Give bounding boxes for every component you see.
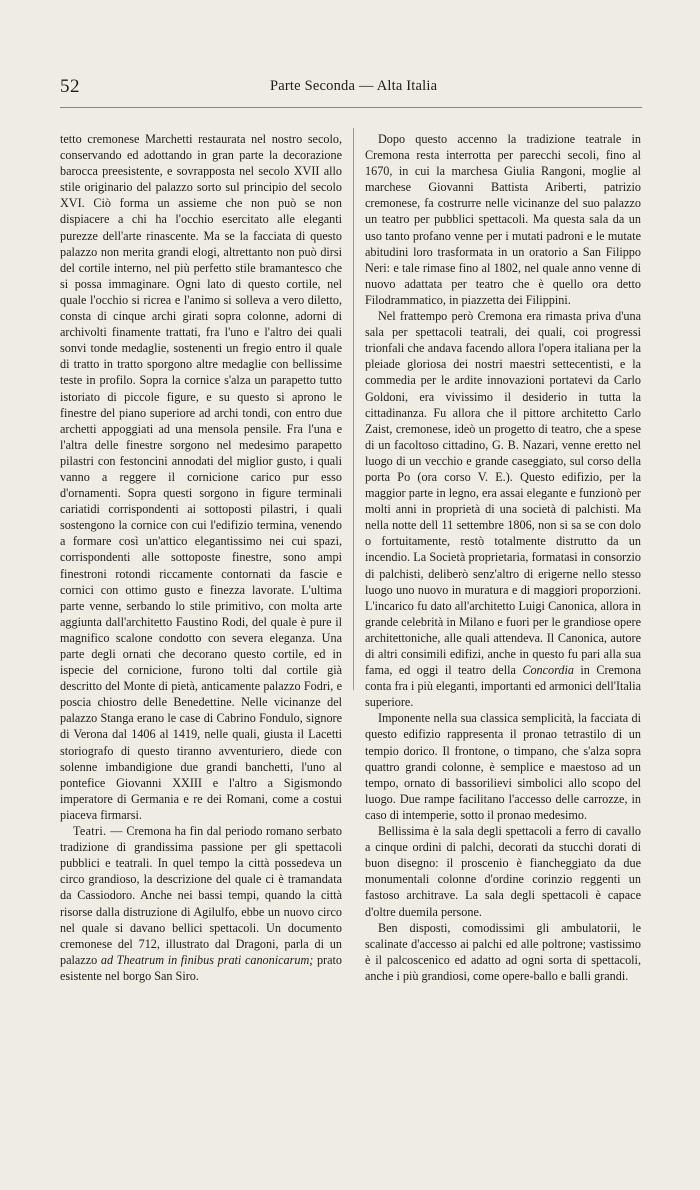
right-paragraph-2-a: Nel frattempo però Cremona era rimasta priva d'una sala per spettacoli teatrali, dei quali, coi progressi trionfali che andava facendo allora l'opera italiana per la pleiade gloriosa dei nostri maestri settecentisti, e la commedia per le ardite innovazioni portatevi da Carlo Goldoni, era vivissimo il desiderio in tutta la cittadinanza. Fu allora che il pittore architetto Carlo Zaist, cremonese, ideò un progetto di teatro, che a spese di un facoltoso cittadino, G. B. Nazari, venne eretto nel luogo di un vecchio e grande caseggiato, sul corso della porta Po (ora corso V. E.). Questo edifizio, per la maggior parte in legno, era assai elegante e funzionò per molti anni in proprietà di una società di palchisti. Ma nella notte dell 11 settembre 1806, non si sa se con dolo o fortuitamente, restò totalmente distrutto da un incendio. La Società proprietaria, formatasi in consorzio di palchisti, deliberò senz'altro di erigerne nello stesso luogo uno nuovo in muratura e di maggiori proporzioni. L'incarico fu dato all'architetto Luigi Canonica, allora in grande celebrità in Milano e fuori per le grandiose opere architettoniche, alle quali attendeva. Il Canonica, autore di altri consimili edifizi, anche in questo fu pari alla sua fama, ed oggi il teatro della (365, 309, 641, 678)
right-paragraph-4: Bellissima è la sala degli spettacoli a ferro di cavallo a cinque ordini di palchi, decorati da stucchi dorati di buon disegno: il proscenio è fiancheggiato da due monumentali colonne d'ordine corinzio reggenti un fastoso architrave. La sala degli spettacoli è capace d'oltre duemila persone. (365, 824, 641, 919)
running-head: Parte Seconda — Alta Italia (270, 78, 438, 94)
theatre-name: Concordia (522, 663, 574, 678)
latin-quote: ad Theatrum in finibus prati canonicarum; (100, 952, 314, 967)
right-paragraph-2-b: in Cremona conta fra i più eleganti, importanti ed armonici dell'Italia superiore. (365, 663, 641, 710)
left-paragraph-2-text: Cremona ha fin dal periodo romano serbato tradizione di grandissima passione per gli spettacoli pubblici e teatrali. In quel tempo la città possedeva un circo grandioso, la descrizione del quale ci è tramandata da Cassiodoro. Anche nei bassi tempi, quando la città risorse dalla distruzione di Agilulfo, ebbe un nuovo circo nel quale si davano bellici spettacoli. Un documento cremonese del 712, illustrato dal Dragoni, parla di un palazzo (60, 824, 342, 967)
left-paragraph-2 (60, 823, 342, 984)
header-rule (60, 107, 642, 108)
right-paragraph-3: Imponente nella sua classica semplicità, la facciata di questo edifizio rappresenta il pronao tetrastilo di un tempio dorico. Il frontone, o timpano, che s'alza sopra quattro grandi colonne, è semplice e maestoso ad un tempo, ornato di bassorilievi simbolici allo scopo del luogo. Due rampe facilitano l'accesso delle carrozze, in caso di intemperie, sotto il pronao medesimo. (365, 711, 641, 822)
page-number: 52 (60, 76, 80, 97)
page-header (60, 76, 642, 102)
right-paragraph-5: Ben disposti, comodissimi gli ambulatorii, le scalinate d'accesso ai palchi ed alle poltrone; vastissimo è il palcoscenico ed adatto ad ogni sorta di spettacoli, anche i più grandiosi, come opere-ballo e balli grandi. (365, 920, 641, 983)
right-paragraph-1: Dopo questo accenno la tradizione teatrale in Cremona resta interrotta per parecchi secoli, fino al 1670, in cui la marchesa Giulia Rangoni, moglie al marchese Giovanni Battista Ariberti, patrizio cremonese, fa costrurre nelle vicinanze del suo palazzo un teatro per pubblici spettacoli. Ma questa sala da un uso tanto profano venne per i mutati padroni e le mutate abitudini loro trasformata in un oratorio a San Filippo Neri: e tale rimase fino al 1802, nel quale anno venne di nuovo adattata per teatro che è quello ora detto Filodrammatico, in piazzetta dei Filippini. (365, 132, 641, 307)
section-heading-teatri: Teatri. — (73, 824, 123, 839)
left-paragraph-1: tetto cremonese Marchetti restaurata nel nostro secolo, conservando ed adottando in gran parte la decorazione barocca preesistente, e sovrapposta nel secolo XVII allo stile originario del palazzo sorto sul principio del secolo XVI. Ciò forma un assieme che non può se non dispiacere a chi ha l'occhio esercitato alle eleganti purezze dell'arte rinascente. Ma se la facciata di questo palazzo non merita grandi elogi, altrettanto non può dirsi del cortile interno, nel più perfetto stile bramantesco che si possa immaginare. Ogni lato di questo cortile, nel quale l'occhio si ricrea e l'animo si solleva a vero diletto, consta di cinque archi girati sopra colonne, adorni di archivolti finamente trattati, fra l'uno e l'altro dei quali sonvi tonde medaglie, sostenenti un fregio entro il quale di tratto in tratto sporgono altre medaglie con bellissime teste in profilo. Sopra la cornice s'alza un parapetto tutto istoriato di piccole figure, e su questo si aprono le finestre del piano superiore ad archi tondi, con entro due archetti appoggiati ad una mensola pensile. Fra l'una e l'altra delle finestre sorgono nel medesimo parapetto pilastri con festoncini annodati del miglior gusto, i quali vanno a reggere il cornicione carico pur esso d'ornamenti. Sopra questi sorgono in figure terminali cariatidi corrispondenti ai sottoposti pilastri, i quali sostengono la cornice con cui l'edifizio termina, venendo a formare così un'attico elegantissimo nei cui spazi, corrispondenti alle sottoposte finestre, sono ampi finestroni rotondi riccamente contornati da fascie e cornici con ottimo gusto e finezza lavorate. L'ultima parte venne, serbando lo stile primitivo, con molta arte aggiunta dall'architetto Faustino Rodi, del quale è pure il magnifico scalone condotto con severa eleganza. Una parte degli ornati che decorano questo cortile, ed in ispecie del cornicione, furono tolti dal cortile già descritto del Monte di pietà, anticamente palazzo Fodri, e poscia chiostro delle Benedettine. Nelle vicinanze del palazzo Stanga erano le case di Cabrino Fondulo, signore di Verona dal 1406 al 1419, nelle quali, giusta il Lacetti storiografo di questo tiranno avventuriero, diede con solenne imbandigione due grandi banchetti, l'uno al pontefice Giovanni XXIII e l'altro a Sigismondo imperatore di Germania e re dei Romani, come a costui piaceva firmarsi. (60, 132, 342, 822)
column-divider (353, 128, 354, 690)
left-paragraph-2-end: prato esistente nel borgo San Siro. (60, 952, 342, 983)
right-paragraph-2 (365, 308, 641, 710)
left-column (60, 131, 342, 984)
right-column (365, 131, 641, 984)
